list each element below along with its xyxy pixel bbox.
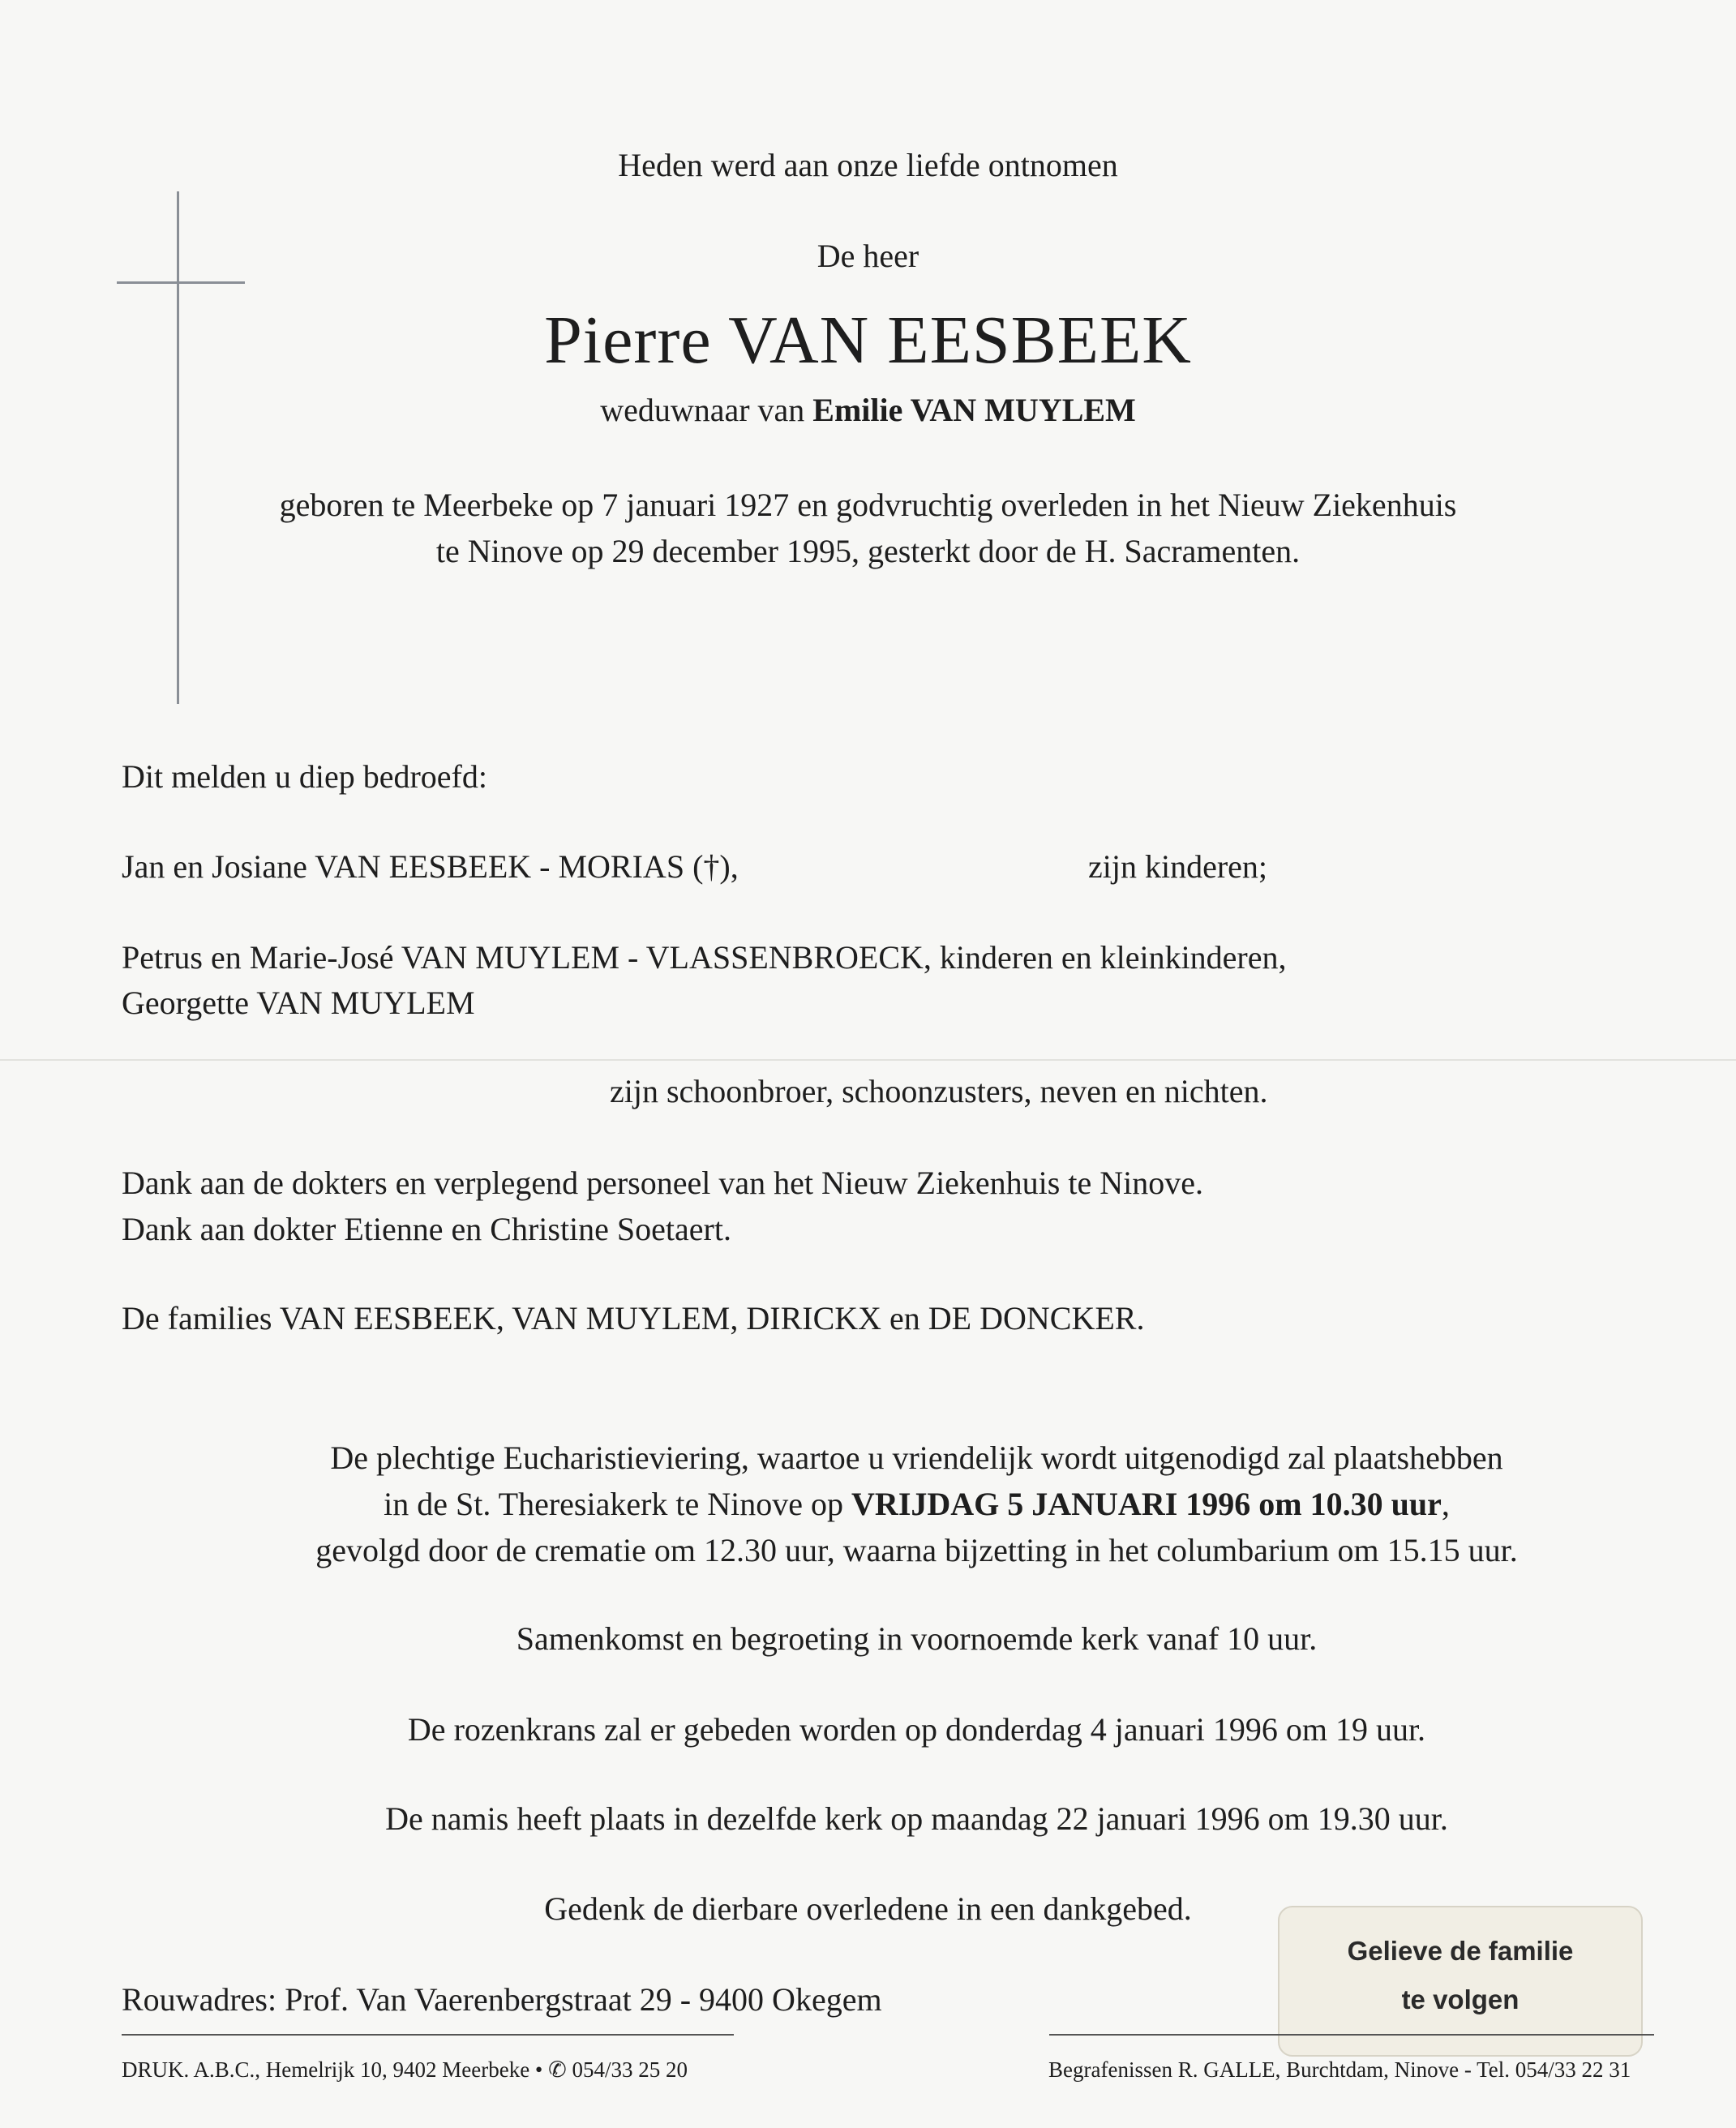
service-line-3: gevolgd door de crematie om 12.30 uur, waarna bijzetting in het columbarium om 15.15 uur. — [315, 1532, 1518, 1568]
family-row-4: zijn schoonbroer, schoonzusters, neven en nichten. — [610, 1073, 1268, 1109]
family-row-1-left: Jan en Josiane VAN EESBEEK - MORIAS (†), — [122, 848, 739, 885]
sticker-line-2: te volgen — [1401, 1984, 1520, 2014]
footer-rule-left — [122, 2034, 734, 2036]
widow-name: Emilie VAN MUYLEM — [812, 392, 1136, 428]
family-row-2: Petrus en Marie-José VAN MUYLEM - VLASSENBROECK, kinderen en kleinkinderen, — [122, 939, 1287, 976]
rosary-line: De rozenkrans zal er gebeden worden op donderdag 4 januari 1996 om 19 uur. — [407, 1711, 1426, 1748]
namis-line: De namis heeft plaats in dezelfde kerk op maandag 22 januari 1996 om 19.30 uur. — [385, 1800, 1448, 1837]
thanks-line-2: Dank aan dokter Etienne en Christine Soetaert. — [122, 1211, 731, 1247]
widow-line — [0, 389, 1736, 431]
families-line: De families VAN EESBEEK, VAN MUYLEM, DIRICKX en DE DONCKER. — [122, 1300, 1145, 1336]
prayer-line: Gedenk de dierbare overledene in een dankgebed. — [544, 1890, 1192, 1927]
header-text: Heden werd aan onze liefde ontnomen — [618, 147, 1118, 183]
footer-undertaker: Begrafenissen R. GALLE, Burchtdam, Ninove - Tel. 054/33 22 31 — [1048, 2057, 1631, 2082]
footer-rule-right — [1049, 2034, 1654, 2036]
widow-prefix: weduwnaar van — [600, 392, 805, 428]
birth-line-1: geboren te Meerbeke op 7 januari 1927 en godvruchtig overleden in het Nieuw Ziekenhuis — [279, 487, 1457, 523]
address-line: Rouwadres: Prof. Van Vaerenbergstraat 29 - 9400 Okegem — [122, 1981, 882, 2018]
service-line-2-pre: in de St. Theresiakerk te Ninove op — [384, 1486, 844, 1522]
deceased-name: Pierre VAN EESBEEK — [544, 302, 1192, 378]
fold-line — [0, 1059, 1736, 1061]
announce-text: Dit melden u diep bedroefd: — [122, 758, 487, 795]
service-line-1: De plechtige Eucharistieviering, waartoe u vriendelijk wordt uitgenodigd zal plaatshebben — [330, 1439, 1503, 1476]
gathering-line: Samenkomst en begroeting in voornoemde kerk vanaf 10 uur. — [516, 1620, 1318, 1657]
service-date: VRIJDAG 5 JANUARI 1996 om 10.30 uur — [851, 1486, 1442, 1522]
cross-icon-bar — [117, 281, 245, 284]
family-row-3: Georgette VAN MUYLEM — [122, 985, 475, 1021]
sticker-line-1: Gelieve de familie — [1347, 1936, 1574, 1966]
footer-printer: DRUK. A.B.C., Hemelrijk 10, 9402 Meerbeke • ✆ 054/33 25 20 — [122, 2057, 688, 2082]
birth-line-2: te Ninove op 29 december 1995, gesterkt door de H. Sacramenten. — [435, 533, 1301, 569]
service-line-2 — [49, 1483, 1736, 1525]
service-line-2-post: , — [1441, 1486, 1450, 1522]
thanks-line-1: Dank aan de dokters en verplegend personeel van het Nieuw Ziekenhuis te Ninove. — [122, 1165, 1203, 1201]
family-row-1-right: zijn kinderen; — [1088, 848, 1268, 885]
title-prefix: De heer — [817, 238, 919, 274]
